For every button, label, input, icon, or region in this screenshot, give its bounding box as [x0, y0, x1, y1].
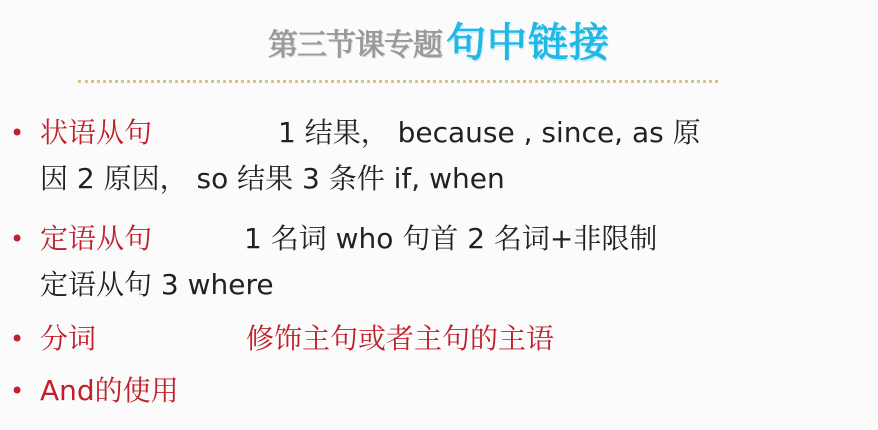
slide-title — [0, 8, 878, 68]
bullet-detail-line2: 因 2 原因， so 结果 3 条件 if, when — [40, 162, 505, 195]
bullet-label: 定语从句 — [40, 222, 153, 255]
bullet-dot-icon: • — [10, 377, 25, 405]
bullet-detail-line1: 1 名词 who 句首 2 名词+非限制 — [244, 222, 658, 255]
bullet-label: And的使用 — [40, 374, 179, 407]
bullet-dot-icon: • — [10, 325, 25, 353]
title-main: 句中链接 — [446, 20, 610, 66]
bullet-detail-line2: 定语从句 3 where — [40, 268, 274, 301]
bullet-label: 状语从句 — [40, 116, 153, 149]
bullet-dot-icon: • — [10, 119, 25, 147]
bullet-dot-icon: • — [10, 225, 25, 253]
bullet-detail: 修饰主句或者主句的主语 — [246, 322, 555, 355]
title-prefix: 第三节课专题 — [268, 28, 442, 63]
title-divider — [78, 80, 718, 83]
bullet-detail-line1: 1 结果， because , since, as 原 — [278, 116, 701, 149]
bullet-label: 分词 — [40, 322, 97, 355]
